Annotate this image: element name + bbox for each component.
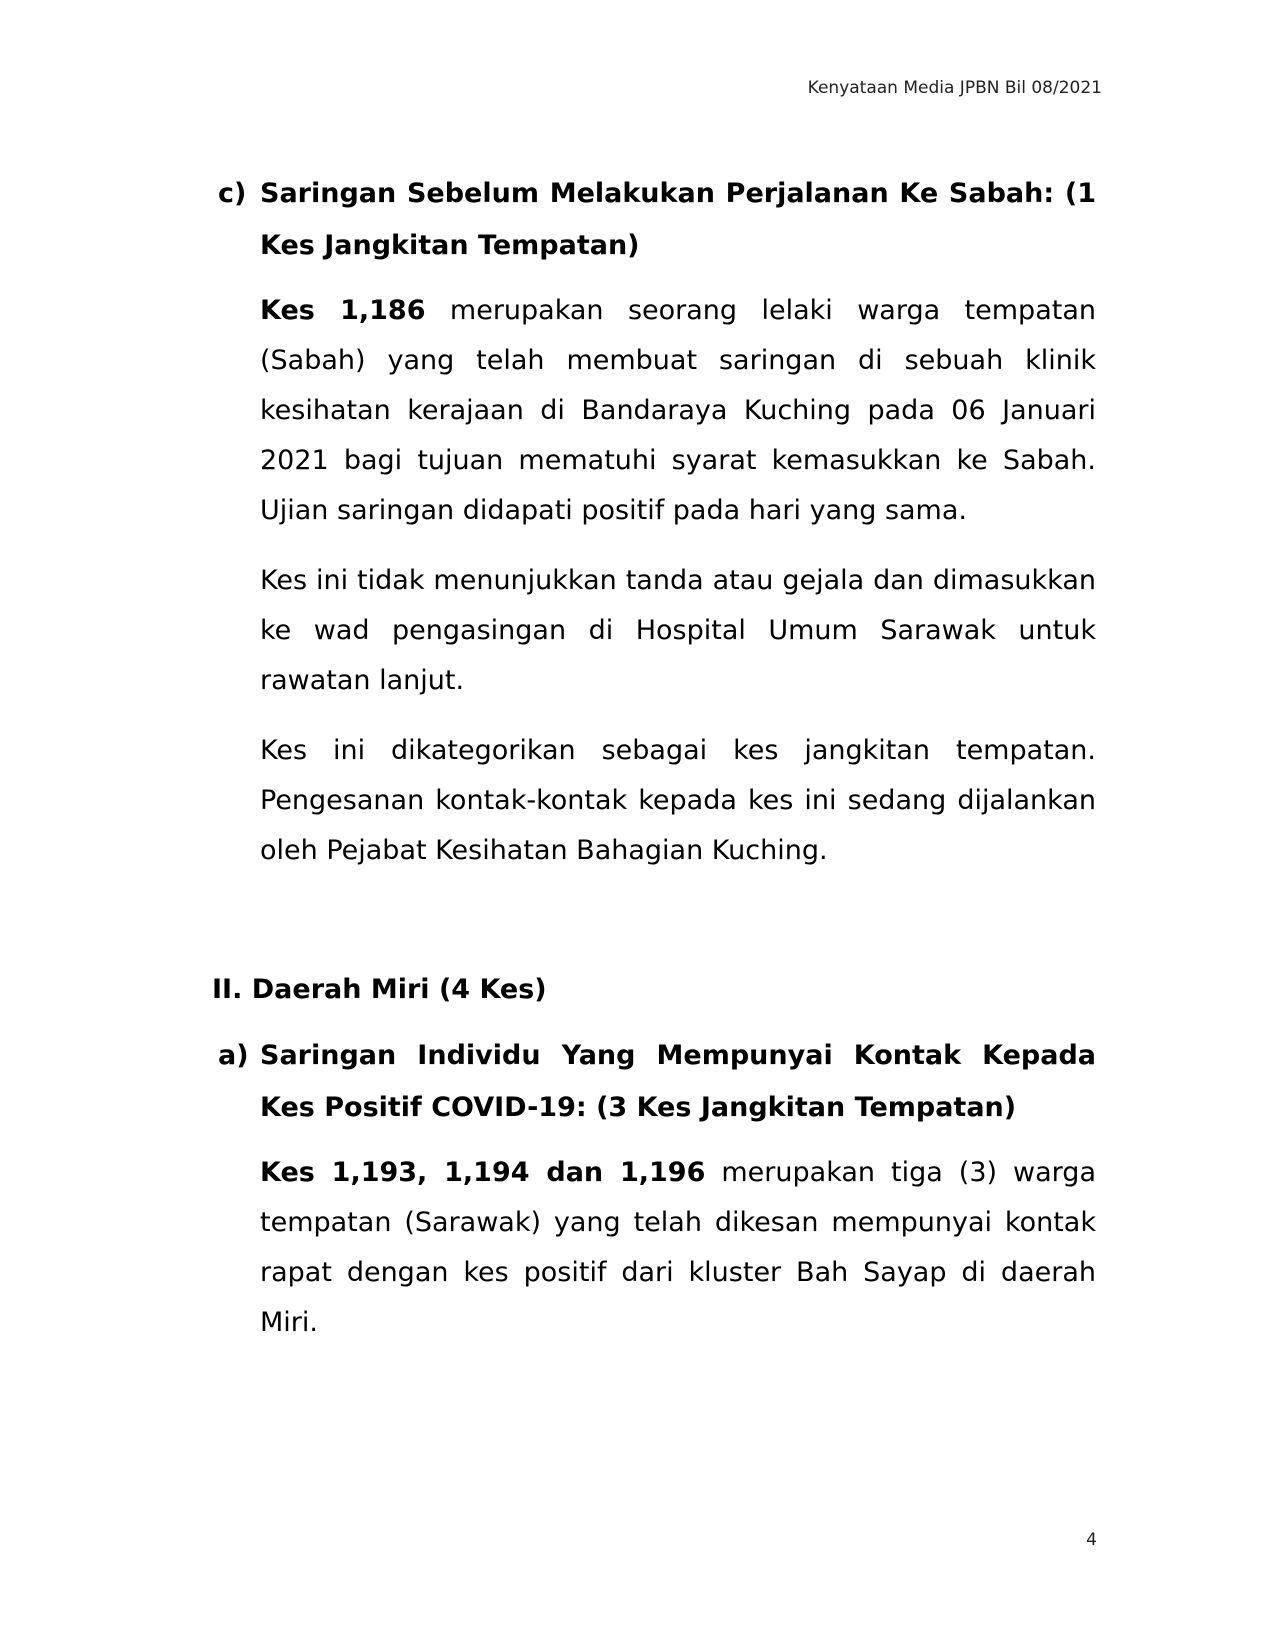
- case-numbers: Kes 1,193, 1,194 dan 1,196: [260, 1157, 706, 1188]
- paragraph: [260, 286, 1096, 536]
- item-title: Saringan Individu Yang Mempunyai Kontak Kepada Kes Positif COVID-19: (3 Kes Jangkitan Tempatan): [260, 1040, 1096, 1123]
- paragraph-text: merupakan seorang lelaki warga tempatan (Sabah) yang telah membuat saringan di sebuah klinik kesihatan kerajaan di Bandaraya Kuching pada 06 Januari 2021 bagi tujuan mematuhi syarat kemasukkan ke Sabah. Ujian saringan didapati positif pada hari yang sama.: [260, 295, 1096, 526]
- paragraph: [260, 1148, 1096, 1348]
- section-a-heading: [218, 1030, 1096, 1134]
- section-heading: II. Daerah Miri (4 Kes): [212, 974, 547, 1005]
- section-c-heading: [218, 168, 1096, 272]
- page-number: 4: [1086, 1530, 1097, 1550]
- paragraph: Kes ini tidak menunjukkan tanda atau gejala dan dimasukkan ke wad pengasingan di Hospital Umum Sarawak untuk rawatan lanjut.: [260, 565, 1096, 696]
- paragraph-text: merupakan tiga (3) warga tempatan (Sarawak) yang telah dikesan mempunyai kontak rapat dengan kes positif dari kluster Bah Sayap di daerah Miri.: [260, 1157, 1096, 1338]
- item-letter: c): [218, 178, 247, 209]
- case-numbers: Kes 1,186: [260, 295, 426, 326]
- item-title: Saringan Sebelum Melakukan Perjalanan Ke Sabah: (1 Kes Jangkitan Tempatan): [260, 178, 1096, 261]
- document-header: Kenyataan Media JPBN Bil 08/2021: [807, 78, 1102, 98]
- paragraph: Kes ini dikategorikan sebagai kes jangkitan tempatan. Pengesanan kontak-kontak kepada kes ini sedang dijalankan oleh Pejabat Kesihatan Bahagian Kuching.: [260, 735, 1096, 866]
- item-letter: a): [218, 1040, 249, 1071]
- document-body: [212, 168, 1096, 1348]
